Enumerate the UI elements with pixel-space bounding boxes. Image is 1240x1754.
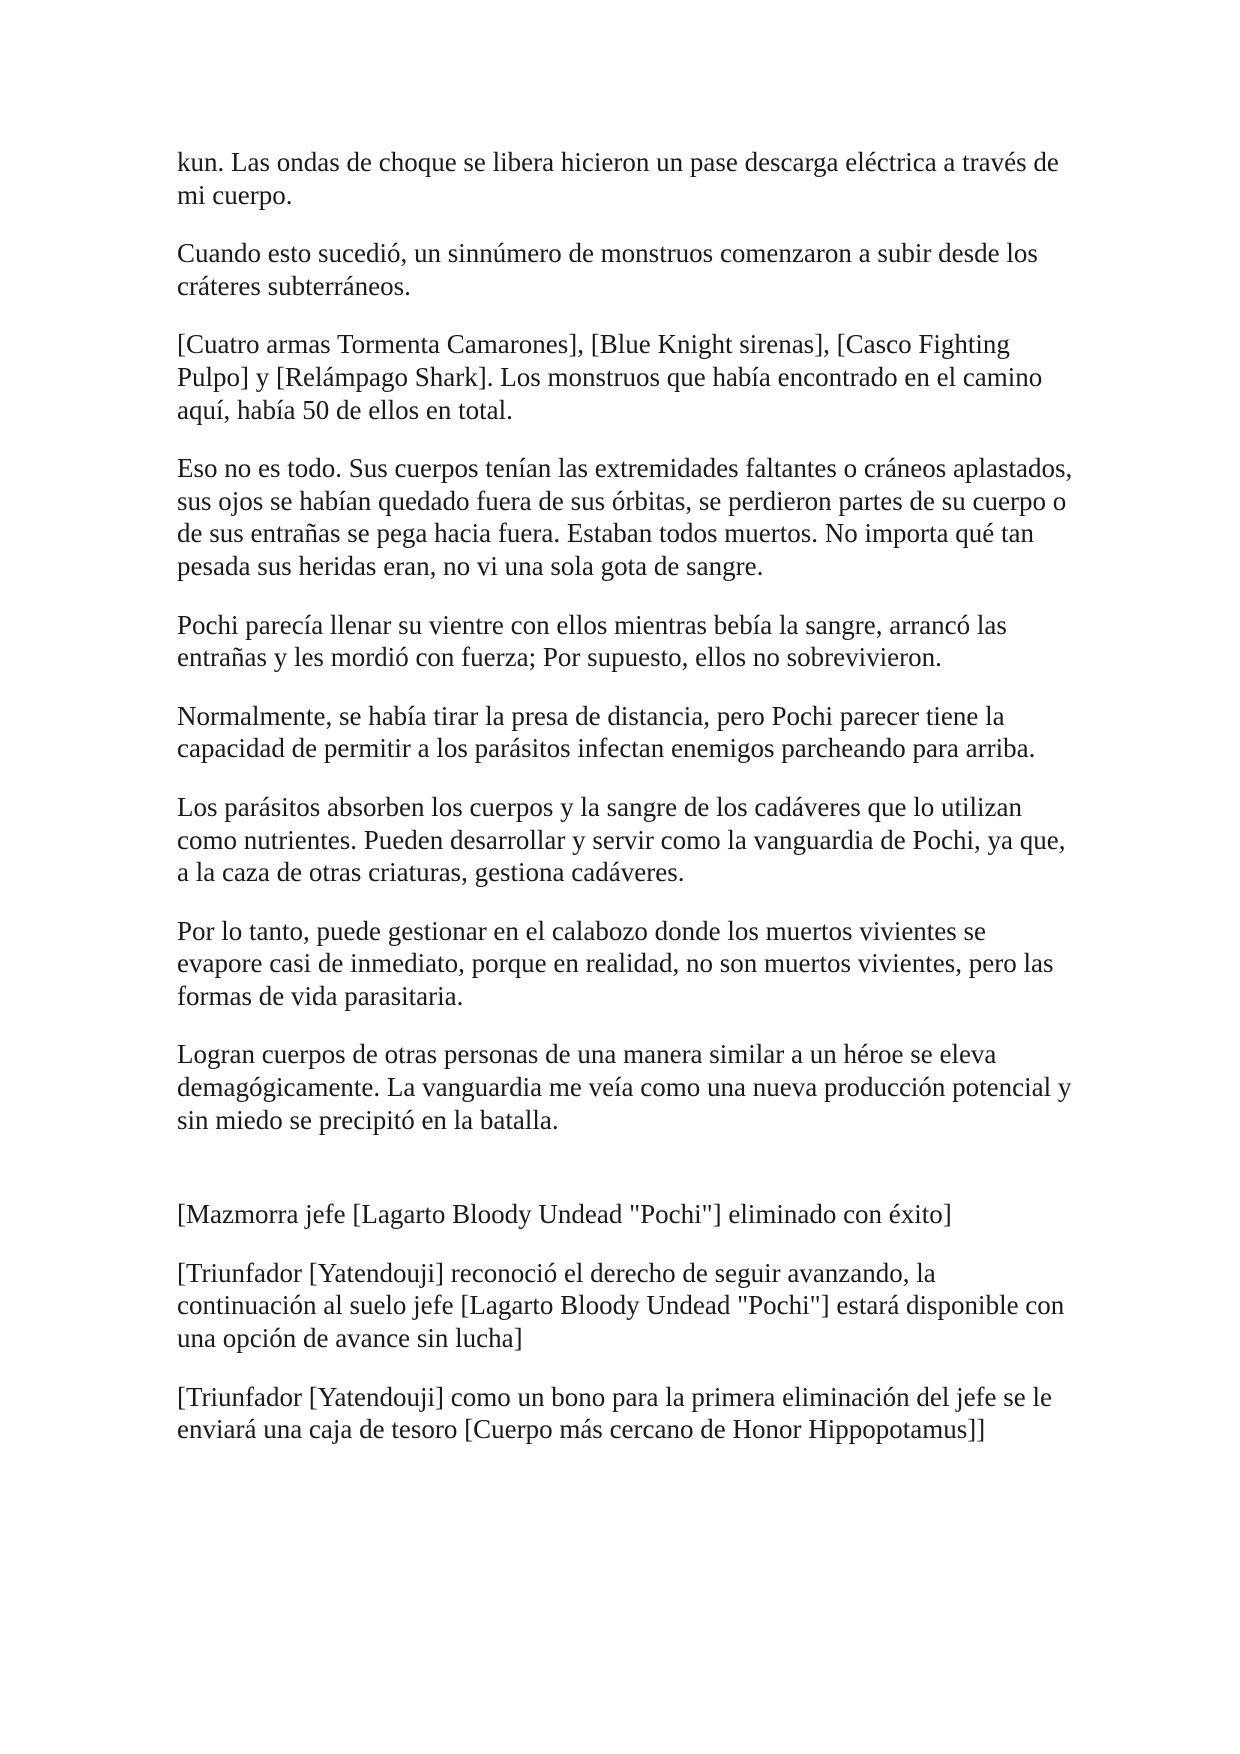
paragraph-5: Pochi parecía llenar su vientre con ellos mientras bebía la sangre, arrancó las entrañas y les mordió con fuerza; Por supuesto, ellos no sobrevivieron. [177, 609, 1007, 673]
paragraph-7: Los parásitos absorben los cuerpos y la sangre de los cadáveres que lo utilizan como nutrientes. Pueden desarrollar y servir como la vanguardia de Pochi, ya que, a la caza de otras criaturas, gestiona cadáveres. [177, 791, 1066, 888]
system-message-boss-defeated: [Mazmorra jefe [Lagarto Bloody Undead "Pochi"] eliminado con éxito] [177, 1199, 952, 1230]
paragraph-4: Eso no es todo. Sus cuerpos tenían las extremidades faltantes o cráneos aplastados, sus ojos se habían quedado fuera de sus órbitas, se perdieron partes de su cuerpo o de sus entrañas se pega hacia fuera. Estaban todos muertos. No importa qué tan pesada sus heridas eran, no vi una sola gota de sangre. [177, 453, 1073, 581]
system-message-treasure-bonus: [Triunfador [Yatendouji] como un bono para la primera eliminación del jefe se le enviará una caja de tesoro [Cuerpo más cercano de Honor Hippopotamus]] [177, 1381, 1053, 1445]
system-message-advance-option: [Triunfador [Yatendouji] reconoció el derecho de seguir avanzando, la continuación al suelo jefe [Lagarto Bloody Undead "Pochi"] estará disponible con una opción de avance sin lucha] [177, 1257, 1065, 1354]
paragraph-9: Logran cuerpos de otras personas de una manera similar a un héroe se eleva demagógicamente. La vanguardia me veía como una nueva producción potencial y sin miedo se precipitó en la batalla. [177, 1039, 1072, 1135]
paragraph-1: kun. Las ondas de choque se libera hicieron un pase descarga eléctrica a través de mi cuerpo. [177, 147, 1059, 210]
paragraph-2: Cuando esto sucedió, un sinnúmero de monstruos comenzaron a subir desde los cráteres subterráneos. [177, 238, 1038, 301]
document-page [177, 146, 1077, 1472]
paragraph-6: Normalmente, se había tirar la presa de distancia, pero Pochi parecer tiene la capacidad de permitir a los parásitos infectan enemigos parcheando para arriba. [177, 700, 1036, 764]
paragraph-8: Por lo tanto, puede gestionar en el calabozo donde los muertos vivientes se evapore casi de inmediato, porque en realidad, no son muertos vivientes, pero las formas de vida parasitaria. [177, 915, 1054, 1011]
paragraph-3: [Cuatro armas Tormenta Camarones], [Blue Knight sirenas], [Casco Fighting Pulpo] y [Relámpago Shark]. Los monstruos que había encontrado en el camino aquí, había 50 de ellos en total. [177, 329, 1043, 425]
